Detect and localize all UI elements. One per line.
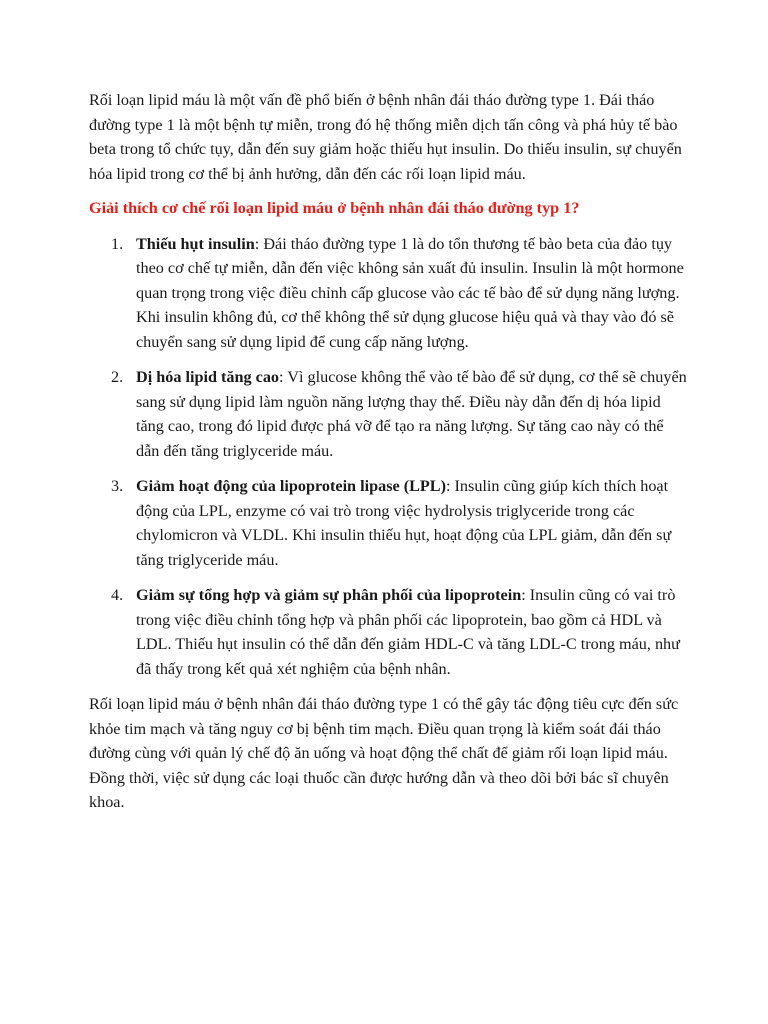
- intro-paragraph: Rối loạn lipid máu là một vấn đề phổ biến ở bệnh nhân đái tháo đường type 1. Đái tháo đường type 1 là một bệnh tự miễn, trong đó hệ thống miễn dịch tấn công và phá hủy tế bào beta trong tổ chức tụy, dẫn đến suy giảm hoặc thiếu hụt insulin. Do thiếu insulin, sự chuyển hóa lipid trong cơ thể bị ảnh hưởng, dẫn đến các rối loạn lipid máu.: [89, 91, 682, 183]
- list-item-text: : Vì glucose không thể vào tế bào để sử dụng, cơ thể sẽ chuyển sang sử dụng lipid làm nguồn năng lượng thay thế. Điều này dẫn đến dị hóa lipid tăng cao, trong đó lipid được phá vỡ để tạo ra năng lượng. Sự tăng cao này có thể dẫn đến tăng triglyceride máu.: [136, 368, 687, 460]
- list-item-term: Thiếu hụt insulin: [136, 234, 255, 253]
- mechanism-list: [89, 232, 689, 682]
- list-item-number: 2.: [111, 368, 124, 386]
- list-item-text: : Insulin cũng có vai trò trong việc điều chỉnh tổng hợp và phân phối các lipoprotein, bao gồm cả HDL và LDL. Thiếu hụt insulin có thể dẫn đến giảm HDL-C và tăng LDL-C trong máu, như đã thấy trong kết quả xét nghiệm của bệnh nhân.: [136, 586, 680, 678]
- list-item-term: Giảm sự tổng hợp và giảm sự phân phối của lipoprotein: [136, 586, 522, 604]
- list-item: [89, 365, 689, 463]
- list-item-text: : Insulin cũng giúp kích thích hoạt động của LPL, enzyme có vai trò trong việc hydrolysis triglyceride trong các chylomicron và VLDL. Khi insulin thiếu hụt, hoạt động của LPL giảm, dẫn đến sự tăng triglyceride máu.: [136, 477, 672, 569]
- list-item: [89, 583, 689, 681]
- question-heading: Giải thích cơ chế rối loạn lipid máu ở bệnh nhân đái tháo đường typ 1?: [89, 199, 580, 217]
- list-item: [89, 474, 689, 572]
- conclusion-paragraph: Rối loạn lipid máu ở bệnh nhân đái tháo đường type 1 có thể gây tác động tiêu cực đến sức khỏe tim mạch và tăng nguy cơ bị bệnh tim mạch. Điều quan trọng là kiểm soát đái tháo đường cùng với quản lý chế độ ăn uống và hoạt động thể chất để giảm rối loạn lipid máu. Đồng thời, việc sử dụng các loại thuốc cần được hướng dẫn và theo dõi bởi bác sĩ chuyên khoa.: [89, 695, 679, 811]
- list-item-number: 4.: [111, 586, 124, 604]
- list-item-number: 3.: [111, 477, 124, 495]
- list-item-number: 1.: [111, 234, 124, 253]
- document-page: [89, 88, 689, 815]
- list-item-text: : Đái tháo đường type 1 là do tổn thương tế bào beta của đảo tụy theo cơ chế tự miễn, dẫn đến việc không sản xuất đủ insulin. Insulin là một hormone quan trọng trong việc điều chỉnh cấp glucose vào các tế bào để sử dụng năng lượng. Khi insulin không đủ, cơ thể không thể sử dụng glucose hiệu quả và thay vào đó sẽ chuyển sang sử dụng lipid để cung cấp năng lượng.: [136, 234, 684, 351]
- list-item-term: Dị hóa lipid tăng cao: [136, 368, 280, 386]
- list-item-term: Giảm hoạt động của lipoprotein lipase (LPL): [136, 477, 446, 495]
- list-item: [89, 232, 689, 355]
